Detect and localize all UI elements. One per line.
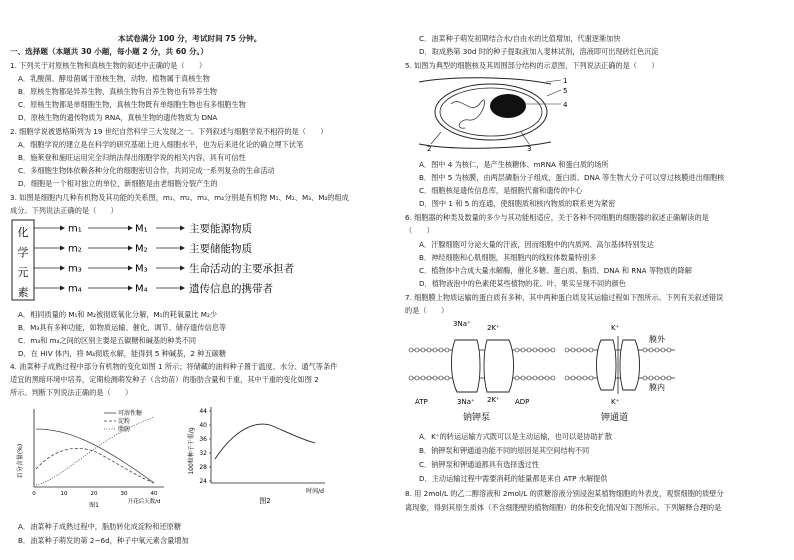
flow-arrowhead	[60, 266, 65, 271]
lipid-head	[527, 348, 531, 352]
fig1-legend-entry: 可溶性糖	[118, 410, 143, 417]
fig2-ylabel: 100粒种子干重/g	[188, 427, 195, 475]
flow-polymer: M₁	[135, 223, 148, 235]
fig2-ytick: 36	[199, 436, 207, 443]
flow-arrowhead	[60, 226, 65, 231]
lipid-head	[433, 348, 437, 352]
fig1-xtick: 10	[60, 491, 68, 497]
fig2-ytick: 40	[199, 422, 207, 429]
lipid-head	[667, 376, 671, 380]
lipid-head	[539, 376, 543, 380]
membrane-left	[409, 348, 555, 380]
lipid-head	[565, 376, 569, 380]
channel-k-bottom: K⁺	[611, 398, 620, 406]
question-5: 5. 如图为典型的细胞核及其周围部分结构的示意图，下列说法正确的是（ ）	[405, 61, 659, 70]
channel-k-top: K⁺	[611, 324, 620, 332]
fig2-ytick: 24	[199, 478, 207, 485]
option-line: D．取成熟第 30d 时的种子提取液加入斐林试剂，溶液即可出现砖红色沉淀	[419, 47, 659, 56]
figure-1	[14, 399, 179, 509]
lipid-head	[571, 376, 575, 380]
lipid-head	[515, 348, 519, 352]
flow-box-char: 素	[17, 286, 29, 299]
fig2-ytick: 32	[199, 450, 207, 457]
option-line: B．图中 5 为核膜，由两层磷脂分子组成，蛋白质、DNA 等生物大分子可以穿过核膜进出细胞核	[419, 173, 725, 182]
flow-arrowhead	[60, 286, 65, 291]
fig2-xlabel: 时间/d	[306, 488, 324, 495]
nucleus-label: 1	[563, 77, 568, 85]
flow-box-char: 元	[17, 266, 29, 279]
question-8: 8. 用 2mol/L 的乙二醇溶液和 2mol/L 的蔗糖溶液分别浸泡某植物细胞的外表皮，观察细胞的质壁分	[405, 489, 724, 498]
option-line: C．钠钾泵和钾通道都具有选择透过性	[419, 460, 540, 469]
nucleus-label: 4	[563, 101, 568, 109]
question-6-cont: （ ）	[405, 226, 434, 235]
lipid-head	[589, 376, 593, 380]
flow-arrowhead	[180, 286, 185, 291]
lipid-head	[409, 376, 413, 380]
lipid-head	[661, 376, 665, 380]
flow-polymer: M₂	[135, 243, 148, 255]
lipid-head	[649, 376, 653, 380]
lipid-head	[667, 348, 671, 352]
option-line: A．乳酸菌、酵母菌属于原核生物，动物、植物属于真核生物	[18, 74, 210, 83]
fig1-ylabel: 百分含量(%)	[17, 443, 24, 479]
flow-arrowhead	[128, 266, 133, 271]
lipid-head	[439, 348, 443, 352]
question-1: 1. 下列关于对原核生物和真核生物的叙述中正确的是（ ）	[10, 61, 207, 70]
exam-note: 本试卷满分 100 分，考试时间 75 分钟。	[118, 34, 262, 43]
option-line: A．相同质量的 M₁和 M₂被彻底氧化分解，M₁的耗氧量比 M₂少	[18, 310, 218, 319]
fig2-ytick: 28	[199, 464, 207, 471]
fig1-legend-entry: 淀粉	[118, 418, 131, 425]
lipid-head	[583, 348, 587, 352]
flow-arrowhead	[180, 266, 185, 271]
option-line: B．神经细胞和心肌细胞，其细胞内的线粒体数量特别多	[419, 253, 597, 262]
section-one-heading: 一、选择题（本题共 30 小题，每小题 2 分，共 60 分。）	[10, 47, 208, 56]
pump-label: 钠钾泵	[463, 413, 491, 423]
nucleolus	[490, 94, 526, 118]
lipid-head	[643, 348, 647, 352]
option-line: D．在 HIV 体内，将 M₄彻底水解，能得到 5 种碱基，2 种五碳糖	[18, 349, 227, 358]
lipid-head	[583, 376, 587, 380]
flow-polymer: M₄	[135, 283, 148, 295]
option-line: D．主动运输过程中需要消耗的能量都是来自 ATP 水解提供	[419, 474, 608, 483]
flow-box-char: 化	[17, 226, 29, 239]
question-8-cont: 离现象，得到其原生质体（不含细胞壁的植物细胞）的体积变化情况如下图所示。下列解释合理的是	[405, 503, 722, 512]
option-line: C．油菜种子萌发初期结合水/自由水的比值增加，代谢逐渐加快	[419, 34, 621, 43]
option-line: D．原核生物的遗传物质为 RNA，真核生物的遗传物质为 DNA	[18, 113, 218, 122]
fig2-ytick: 44	[199, 408, 207, 415]
flow-monomer: m₃	[68, 263, 82, 275]
label-inside: 膜内	[649, 383, 665, 392]
nucleus-label: 3	[527, 145, 532, 152]
chromatin	[451, 100, 485, 128]
fig1-xtick: 40	[150, 491, 158, 497]
option-line: A．K⁺的转运运输方式既可以是主动运输，也可以是协助扩散	[419, 432, 613, 441]
option-line: C．植物体中合成大量水解酶，催化多糖、蛋白质、脂质、DNA 和 RNA 等物质的降解	[419, 266, 692, 275]
option-line: C．多细胞生物体依赖各种分化的细胞密切合作，共同完成一系列复杂的生命活动	[18, 166, 275, 175]
lipid-head	[527, 376, 531, 380]
flow-arrowhead	[128, 286, 133, 291]
lipid-head	[589, 348, 593, 352]
fig1-curve-starch	[36, 448, 154, 483]
sodium-potassium-pump	[451, 340, 513, 392]
pump-k-bottom: 2K⁺	[487, 396, 500, 404]
fig1-xlabel: 开花后天数/d	[127, 499, 161, 505]
lipid-head	[521, 348, 525, 352]
nucleus-label: 2	[427, 145, 432, 152]
fig1-legend-entry: 脂肪	[118, 426, 131, 433]
fig2-curve-dry-weight	[215, 424, 315, 459]
lipid-head	[415, 348, 419, 352]
option-line: B．M₃具有多种功能，如物质运输、催化、调节、储存遗传信息等	[18, 323, 227, 332]
flow-function: 主要储能物质	[189, 243, 252, 255]
option-line: B．施莱登和施旺运用完全归纳法得出细胞学说的相关内容，具有可信性	[18, 153, 246, 162]
left-column	[10, 0, 390, 560]
option-line: A．图中 4 为核仁，是产生核糖体、mRNA 和蛋白质的场所	[419, 160, 609, 169]
question-6: 6. 细胞器的种类及数量的多少与其功能相适应，关于各种不同细胞的细胞器的叙述正确解读的是	[405, 213, 709, 222]
question-3: 3. 如图是细胞内几种有机物及其功能的关系图，m₁、m₂、m₃、m₄分别是有机物 M₁、M₂、M₃、M₄的组成	[10, 193, 349, 202]
lipid-head	[445, 348, 449, 352]
option-line: D．细胞是一个相对独立的单位，新细胞是由老细胞分裂产生的	[18, 179, 218, 188]
flow-arrowhead	[128, 226, 133, 231]
lipid-head	[433, 376, 437, 380]
option-line: A．细胞学说的建立是在科学的研究基础上进入细胞水平，也为后来进化论的确立埋下伏笔	[18, 140, 304, 149]
option-line: A．汗腺细胞可分泌大量的汗液，因而细胞中的内质网、高尔基体特别发达	[419, 240, 654, 249]
channel-label: 钾通道	[601, 413, 629, 423]
option-line: C．原核生物都是单细胞生物，真核生物既有单细胞生物也有多细胞生物	[18, 100, 246, 109]
fig2-caption: 图2	[259, 497, 271, 505]
option-line: B．油菜种子萌发的第 2~6d，种子中氧元素含量增加	[18, 536, 189, 545]
lipid-head	[577, 376, 581, 380]
fig1-xtick: 0	[32, 491, 36, 497]
pump-k-top: 2K⁺	[487, 324, 500, 332]
flow-function: 主要能源物质	[189, 223, 252, 235]
lipid-head	[445, 376, 449, 380]
q3-flow-diagram	[10, 218, 380, 303]
option-line: A．油菜种子成熟过程中，脂肪转化成淀粉和还原糖	[18, 522, 182, 531]
option-line: B．原核生物都是异养生物，真核生物有自养生物也有异养生物	[18, 87, 217, 96]
lipid-head	[421, 348, 425, 352]
transport-diagram	[405, 318, 725, 426]
lipid-head	[409, 348, 413, 352]
flow-arrowhead	[180, 226, 185, 231]
pump-adp: ADP	[515, 398, 530, 406]
flow-arrowhead	[180, 246, 185, 251]
flow-monomer: m₂	[68, 243, 82, 255]
label-outside: 膜外	[649, 335, 665, 344]
fig1-caption: 图1	[89, 502, 99, 509]
fig1-xtick: 20	[90, 491, 98, 497]
nucleus-label: 5	[563, 87, 568, 95]
lipid-head	[661, 348, 665, 352]
pump-atp: ATP	[415, 398, 428, 406]
question-7-cont: 的是（ ）	[405, 306, 449, 315]
question-2: 2. 细胞学说被恩格斯列为 19 世纪自然科学三大发现之一。下列叙述与细胞学说不相符的是（ ）	[10, 127, 328, 136]
lipid-head	[427, 376, 431, 380]
option-line: C．m₃和 m₄之间的区别主要是五碳糖和碱基的种类不同	[18, 336, 197, 345]
lipid-head	[515, 376, 519, 380]
figure-2	[185, 399, 335, 509]
lipid-head	[571, 348, 575, 352]
lipid-head	[533, 348, 537, 352]
option-line: B．钠钾泵和钾通道功能不同的原因是其空间结构不同	[419, 446, 590, 455]
lipid-head	[521, 376, 525, 380]
lipid-head	[655, 348, 659, 352]
question-4-cont: 所示。判断下列说法正确的是（ ）	[10, 388, 133, 397]
question-3-cont: 成分。下列说法正确的是（ ）	[10, 206, 118, 215]
lipid-head	[551, 348, 555, 352]
lipid-head	[649, 348, 653, 352]
option-line: D．植物液泡中的色素使某些植物的花、叶、果实呈现不同的颜色	[419, 279, 626, 288]
flow-monomer: m₄	[68, 283, 82, 295]
question-7: 7. 细胞膜上物质运输的蛋白质有多种，其中两种蛋白质及其运输过程如下图所示。下列有关叙述错误	[405, 293, 724, 302]
flow-arrowhead	[60, 246, 65, 251]
flow-arrowhead	[128, 246, 133, 251]
lipid-head	[539, 348, 543, 352]
lipid-head	[655, 376, 659, 380]
lipid-head	[533, 376, 537, 380]
flow-box-char: 学	[17, 246, 29, 259]
flow-function: 生命活动的主要承担者	[189, 263, 294, 275]
flow-function: 遗传信息的携带者	[189, 283, 273, 295]
lipid-head	[415, 376, 419, 380]
right-column	[405, 0, 785, 560]
lipid-head	[545, 376, 549, 380]
question-4: 4. 油菜种子成熟过程中部分有机物的变化如图 1 所示；将储藏的油料种子置于温度、水分、通气等条件	[10, 362, 338, 371]
fig1-curve-soluble-sugar	[36, 429, 154, 483]
lipid-head	[577, 348, 581, 352]
flow-polymer: M₃	[135, 263, 148, 275]
lipid-head	[427, 348, 431, 352]
option-line: D．图中 1 和 5 的连通，使细胞质和核内物质的联系更为紧密	[419, 199, 616, 208]
lipid-head	[545, 348, 549, 352]
pump-na-bottom: 3Na⁺	[457, 398, 475, 406]
pump-na-top: 3Na⁺	[453, 320, 471, 328]
question-4-cont: 适宜的黑暗环境中培养，定期检测萌发种子（含幼苗）的脂肪含量和干重，其中干重的变化如图 2	[10, 375, 319, 384]
lipid-head	[421, 376, 425, 380]
lipid-head	[643, 376, 647, 380]
lipid-head	[551, 376, 555, 380]
lipid-head	[565, 348, 569, 352]
option-line: C．细胞核是遗传信息库，是细胞代谢和遗传的中心	[419, 186, 583, 195]
flow-monomer: m₁	[68, 223, 82, 235]
lipid-head	[439, 376, 443, 380]
fig1-xtick: 30	[120, 491, 128, 497]
nucleus-diagram	[411, 74, 571, 152]
